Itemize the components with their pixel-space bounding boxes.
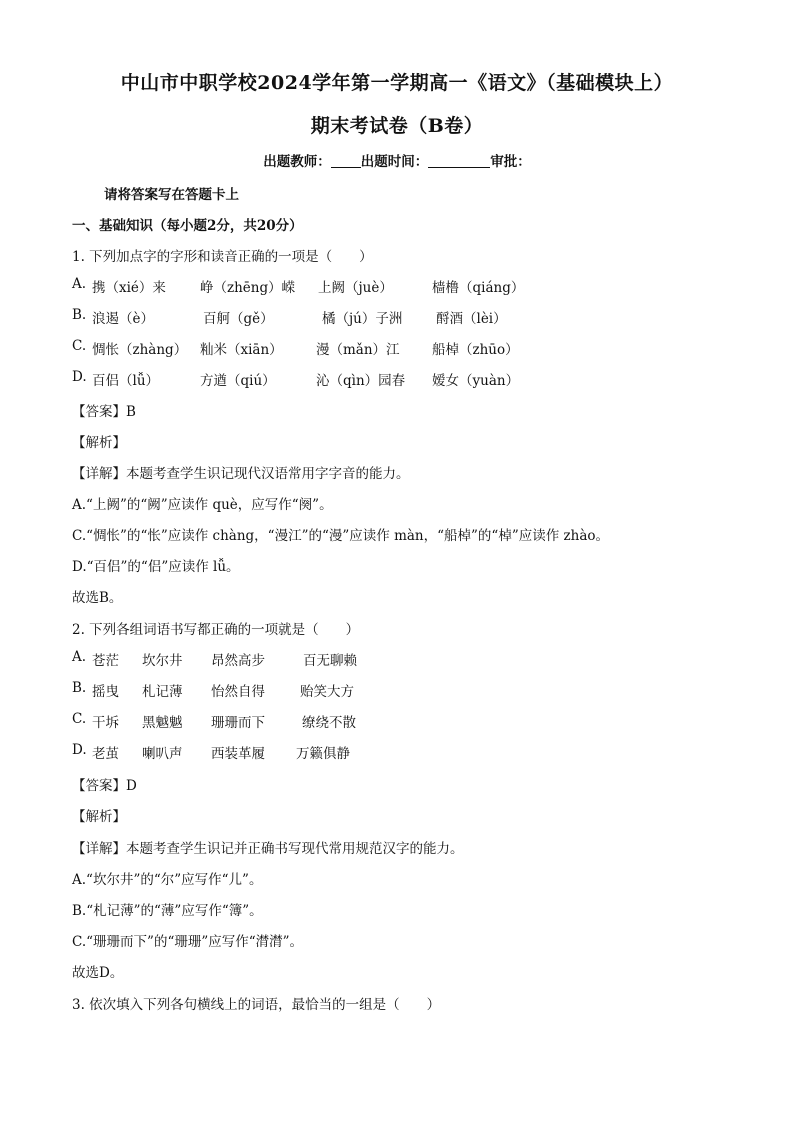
option-letter: B. bbox=[72, 680, 87, 696]
option-item: 浪遏（è） bbox=[92, 311, 154, 327]
question-1-note: A.“上阙”的“阙”应读作 què，应写作“阕”。 bbox=[72, 497, 333, 513]
option-item: 老茧 bbox=[92, 746, 119, 762]
teacher-blank bbox=[331, 154, 361, 168]
option-item: 怡然自得 bbox=[211, 684, 265, 700]
option-letter: C. bbox=[72, 711, 87, 727]
option-item: 贻笑大方 bbox=[300, 684, 354, 700]
option-item: 黑魆魆 bbox=[142, 715, 183, 731]
option-letter: B. bbox=[72, 307, 87, 323]
question-1-note: D.“百侣”的“侣”应读作 lǚ。 bbox=[72, 559, 240, 575]
option-item: 漫（mǎn）江 bbox=[316, 342, 400, 358]
option-item: 百无聊赖 bbox=[303, 653, 357, 669]
option-item: 樯橹（qiáng） bbox=[432, 280, 525, 296]
exam-title: 中山市中职学校2024学年第一学期高一《语文》（基础模块上） bbox=[120, 72, 674, 94]
option-item: 坎尔井 bbox=[142, 653, 183, 669]
option-item: 方遒（qiú） bbox=[200, 373, 276, 389]
time-label: 出题时间： bbox=[360, 154, 429, 170]
option-item: 苍茫 bbox=[92, 653, 119, 669]
option-letter: C. bbox=[72, 338, 87, 354]
exam-meta bbox=[0, 150, 794, 170]
instruction: 请将答案写在答题卡上 bbox=[104, 187, 239, 203]
question-2-stem: 2. 下列各组词语书写都正确的一项就是（ ） bbox=[72, 622, 360, 638]
exam-subtitle: 期末考试卷（B卷） bbox=[310, 115, 484, 137]
question-1-analysis: 【解析】 bbox=[72, 435, 126, 451]
review-label: 审批： bbox=[490, 154, 531, 170]
option-item: 西装革履 bbox=[211, 746, 265, 762]
option-item: 万籁俱静 bbox=[296, 746, 350, 762]
option-letter: A. bbox=[72, 649, 87, 665]
option-item: 札记薄 bbox=[142, 684, 183, 700]
question-2-note: A.“坎尔井”的“尔”应写作“儿”。 bbox=[72, 872, 263, 888]
question-1-answer: 【答案】B bbox=[72, 404, 136, 420]
option-item: 船棹（zhūo） bbox=[432, 342, 519, 358]
option-item: 沁（qìn）园春 bbox=[316, 373, 406, 389]
question-1-stem: 1. 下列加点字的字形和读音正确的一项是（ ） bbox=[72, 249, 373, 265]
option-item: 喇叭声 bbox=[142, 746, 183, 762]
option-letter: D. bbox=[72, 742, 87, 758]
time-blank bbox=[428, 154, 490, 168]
question-2-conclusion: 故选D。 bbox=[72, 965, 124, 981]
question-2-answer: 【答案】D bbox=[72, 778, 137, 794]
option-item: 百侣（lǚ） bbox=[92, 373, 160, 389]
question-1-note: C.“惆怅”的“怅”应读作 chàng，“漫江”的“漫”应读作 màn，“船棹”的“棹”应读作 zhào。 bbox=[72, 528, 609, 544]
option-item: 酹酒（lèi） bbox=[436, 311, 507, 327]
question-1-detail: 【详解】本题考查学生识记现代汉语常用字字音的能力。 bbox=[72, 466, 410, 482]
option-item: 携（xié）来 bbox=[92, 280, 166, 296]
section-heading: 一、基础知识（每小题2分，共20分） bbox=[72, 218, 303, 234]
option-item: 籼米（xiān） bbox=[200, 342, 283, 358]
option-item: 昂然高步 bbox=[211, 653, 265, 669]
question-2-detail: 【详解】本题考查学生识记并正确书写现代常用规范汉字的能力。 bbox=[72, 841, 464, 857]
option-item: 缭绕不散 bbox=[302, 715, 356, 731]
option-letter: D. bbox=[72, 369, 87, 385]
option-letter: A. bbox=[72, 276, 87, 292]
question-2-note: B.“札记薄”的“薄”应写作“簿”。 bbox=[72, 903, 263, 919]
question-2-analysis: 【解析】 bbox=[72, 809, 126, 825]
option-item: 珊珊而下 bbox=[211, 715, 265, 731]
option-item: 峥（zhēng）嵘 bbox=[200, 280, 296, 296]
question-3-stem: 3. 依次填入下列各句横线上的词语，最恰当的一组是（ ） bbox=[72, 997, 441, 1013]
option-item: 摇曳 bbox=[92, 684, 119, 700]
option-item: 上阙（juè） bbox=[318, 280, 393, 296]
teacher-label: 出题教师： bbox=[263, 154, 331, 170]
option-item: 橘（jú）子洲 bbox=[322, 311, 403, 327]
option-item: 干坼 bbox=[92, 715, 119, 731]
question-2-note: C.“珊珊而下”的“珊珊”应写作“潸潸”。 bbox=[72, 934, 304, 950]
option-item: 惆怅（zhàng） bbox=[92, 342, 188, 358]
option-item: 嫒女（yuàn） bbox=[432, 373, 520, 389]
option-item: 百舸（gě） bbox=[203, 311, 274, 327]
question-1-conclusion: 故选B。 bbox=[72, 590, 123, 606]
